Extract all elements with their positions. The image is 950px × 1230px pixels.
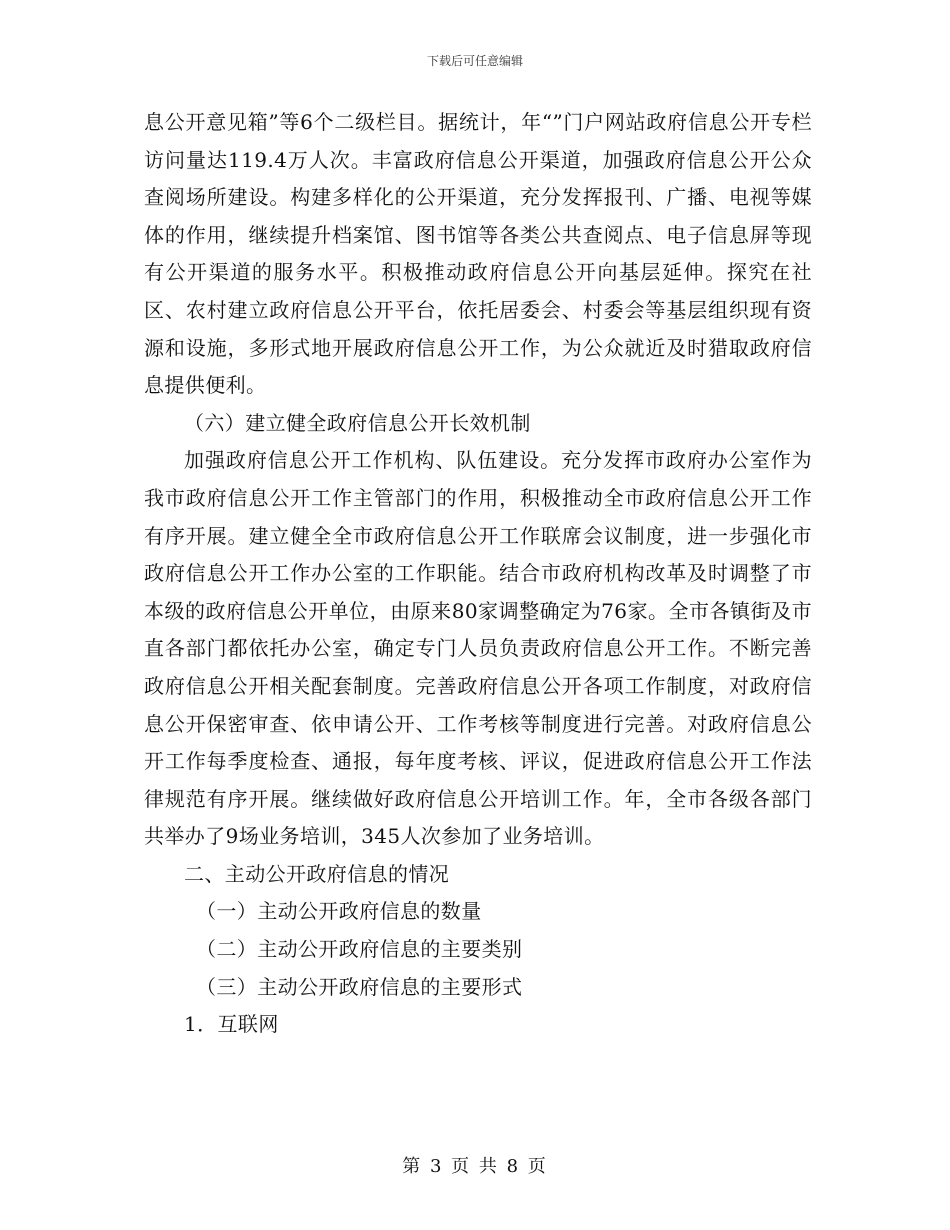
heading-long-term-mechanism: （六）建立健全政府信息公开长效机制 [184,410,531,435]
subheading-categories: （二）主动公开政府信息的主要类别 [196,937,523,962]
paragraph-mechanism: 加强政府信息公开工作机构、队伍建设。充分发挥市政府办公室作为我市政府信息公开工作主管部门的作用，积极推动全市政府信息公开工作有序开展。建立健全全市政府信息公开工作联席会议制度，进一步强化市政府信息公开工作办公室的工作职能。结合市政府机构改革及时调整了市本级的政府信息公开单位，由原来80家调整确定为76家。全市各镇街及市直各部门都依托办公室，确定专门人员负责政府信息公开工作。不断完善政府信息公开相关配套制度。完善政府信息公开各项工作制度，对政府信息公开保密审查、依申请公开、工作考核等制度进行完善。对政府信息公开工作每季度检查、通报，每年度考核、评议，促进政府信息公开工作法律规范有序开展。继续做好政府信息公开培训工作。年，全市各级各部门共举办了9场业务培训，345人次参加了业务培训。 [144,448,812,849]
page-number: 第 3 页 共 8 页 [402,1156,548,1177]
list-item-internet: 1．互联网 [184,1012,279,1037]
document-body [144,104,812,1044]
subheading-forms: （三）主动公开政府信息的主要形式 [196,974,523,999]
subheading-quantity: （一）主动公开政府信息的数量 [196,899,482,924]
paragraph-channels: 息公开意见箱”等6个二级栏目。据统计，年“”门户网站政府信息公开专栏访问量达119.4万人次。丰富政府信息公开渠道，加强政府信息公开公众查阅场所建设。构建多样化的公开渠道，充分发挥报刊、广播、电视等媒体的作用，继续提升档案馆、图书馆等各类公共查阅点、电子信息屏等现有公开渠道的服务水平。积极推动政府信息公开向基层延伸。探究在社区、农村建立政府信息公开平台，依托居委会、村委会等基层组织现有资源和设施，多形式地开展政府信息公开工作，为公众就近及时猎取政府信息提供便利。 [144,110,812,398]
header-note: 下载后可任意编辑 [426,54,523,68]
heading-section-two: 二、主动公开政府信息的情况 [184,861,450,886]
